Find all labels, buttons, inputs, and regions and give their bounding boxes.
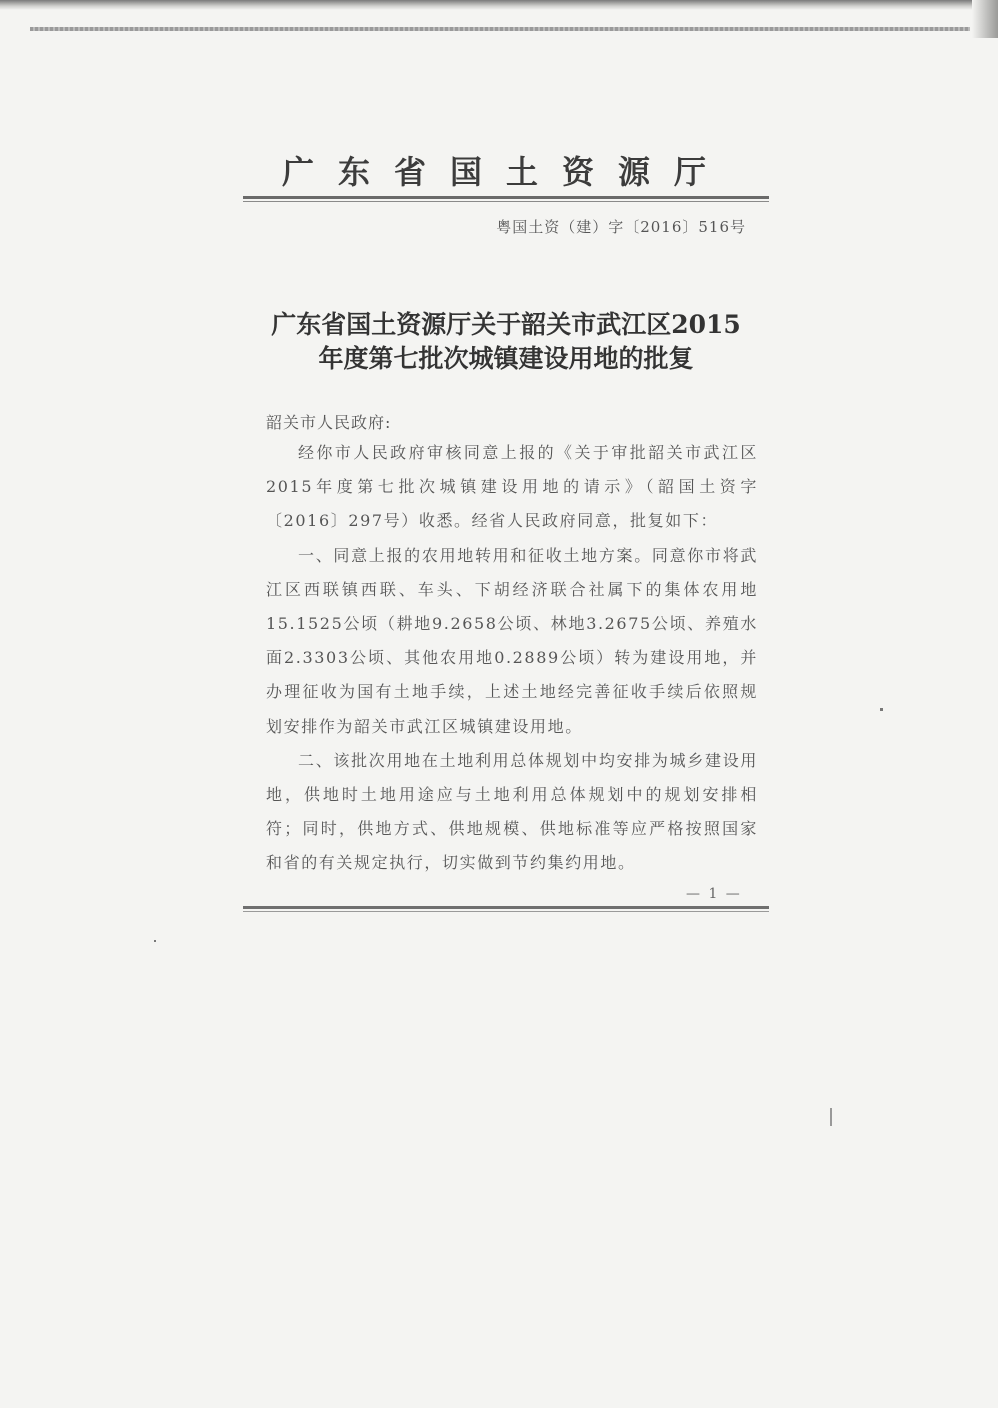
page-number: — 1 — bbox=[686, 886, 742, 902]
document-title bbox=[243, 308, 769, 376]
footer-divider-thin bbox=[243, 911, 769, 912]
document-body bbox=[266, 436, 758, 881]
scan-speck bbox=[830, 1108, 832, 1126]
document-title-line-1: 广东省国土资源厅关于韶关市武江区2015 bbox=[271, 310, 741, 339]
body-paragraph-1: 经你市人民政府审核同意上报的《关于审批韶关市武江区2015年度第七批次城镇建设用地的请示》（韶国土资字〔2016〕297号）收悉。经省人民政府同意，批复如下： bbox=[266, 443, 758, 531]
scan-corner-shadow bbox=[972, 0, 998, 38]
scan-top-rule bbox=[30, 27, 970, 31]
header-divider bbox=[243, 196, 769, 199]
footer-divider bbox=[243, 906, 769, 909]
body-paragraph-3: 二、该批次用地在土地利用总体规划中均安排为城乡建设用地，供地时土地用途应与土地利用总体规划中的规划安排相符；同时，供地方式、供地规模、供地标准等应严格按照国家和省的有关规定执行，切实做到节约集约用地。 bbox=[266, 750, 758, 873]
body-paragraph-2: 一、同意上报的农用地转用和征收土地方案。同意你市将武江区西联镇西联、车头、下胡经济联合社属下的集体农用地15.1525公顷（耕地9.2658公顷、林地3.2675公顷、养殖水面2.3303公顷、其他农用地0.2889公顷）转为建设用地，并办理征收为国有土地手续，上述土地经完善征收手续后依照规划安排作为韶关市武江区城镇建设用地。 bbox=[266, 545, 758, 736]
document-number: 粤国土资（建）字〔2016〕516号 bbox=[496, 218, 746, 236]
scan-speck bbox=[880, 708, 883, 711]
organization-header: 广东省国土资源厅 bbox=[281, 153, 730, 191]
scan-edge-shadow bbox=[0, 0, 998, 10]
header-divider-thin bbox=[243, 201, 769, 202]
addressee: 韶关市人民政府: bbox=[266, 413, 392, 432]
scan-speck bbox=[154, 940, 156, 942]
document-title-line-2: 年度第七批次城镇建设用地的批复 bbox=[318, 344, 694, 373]
